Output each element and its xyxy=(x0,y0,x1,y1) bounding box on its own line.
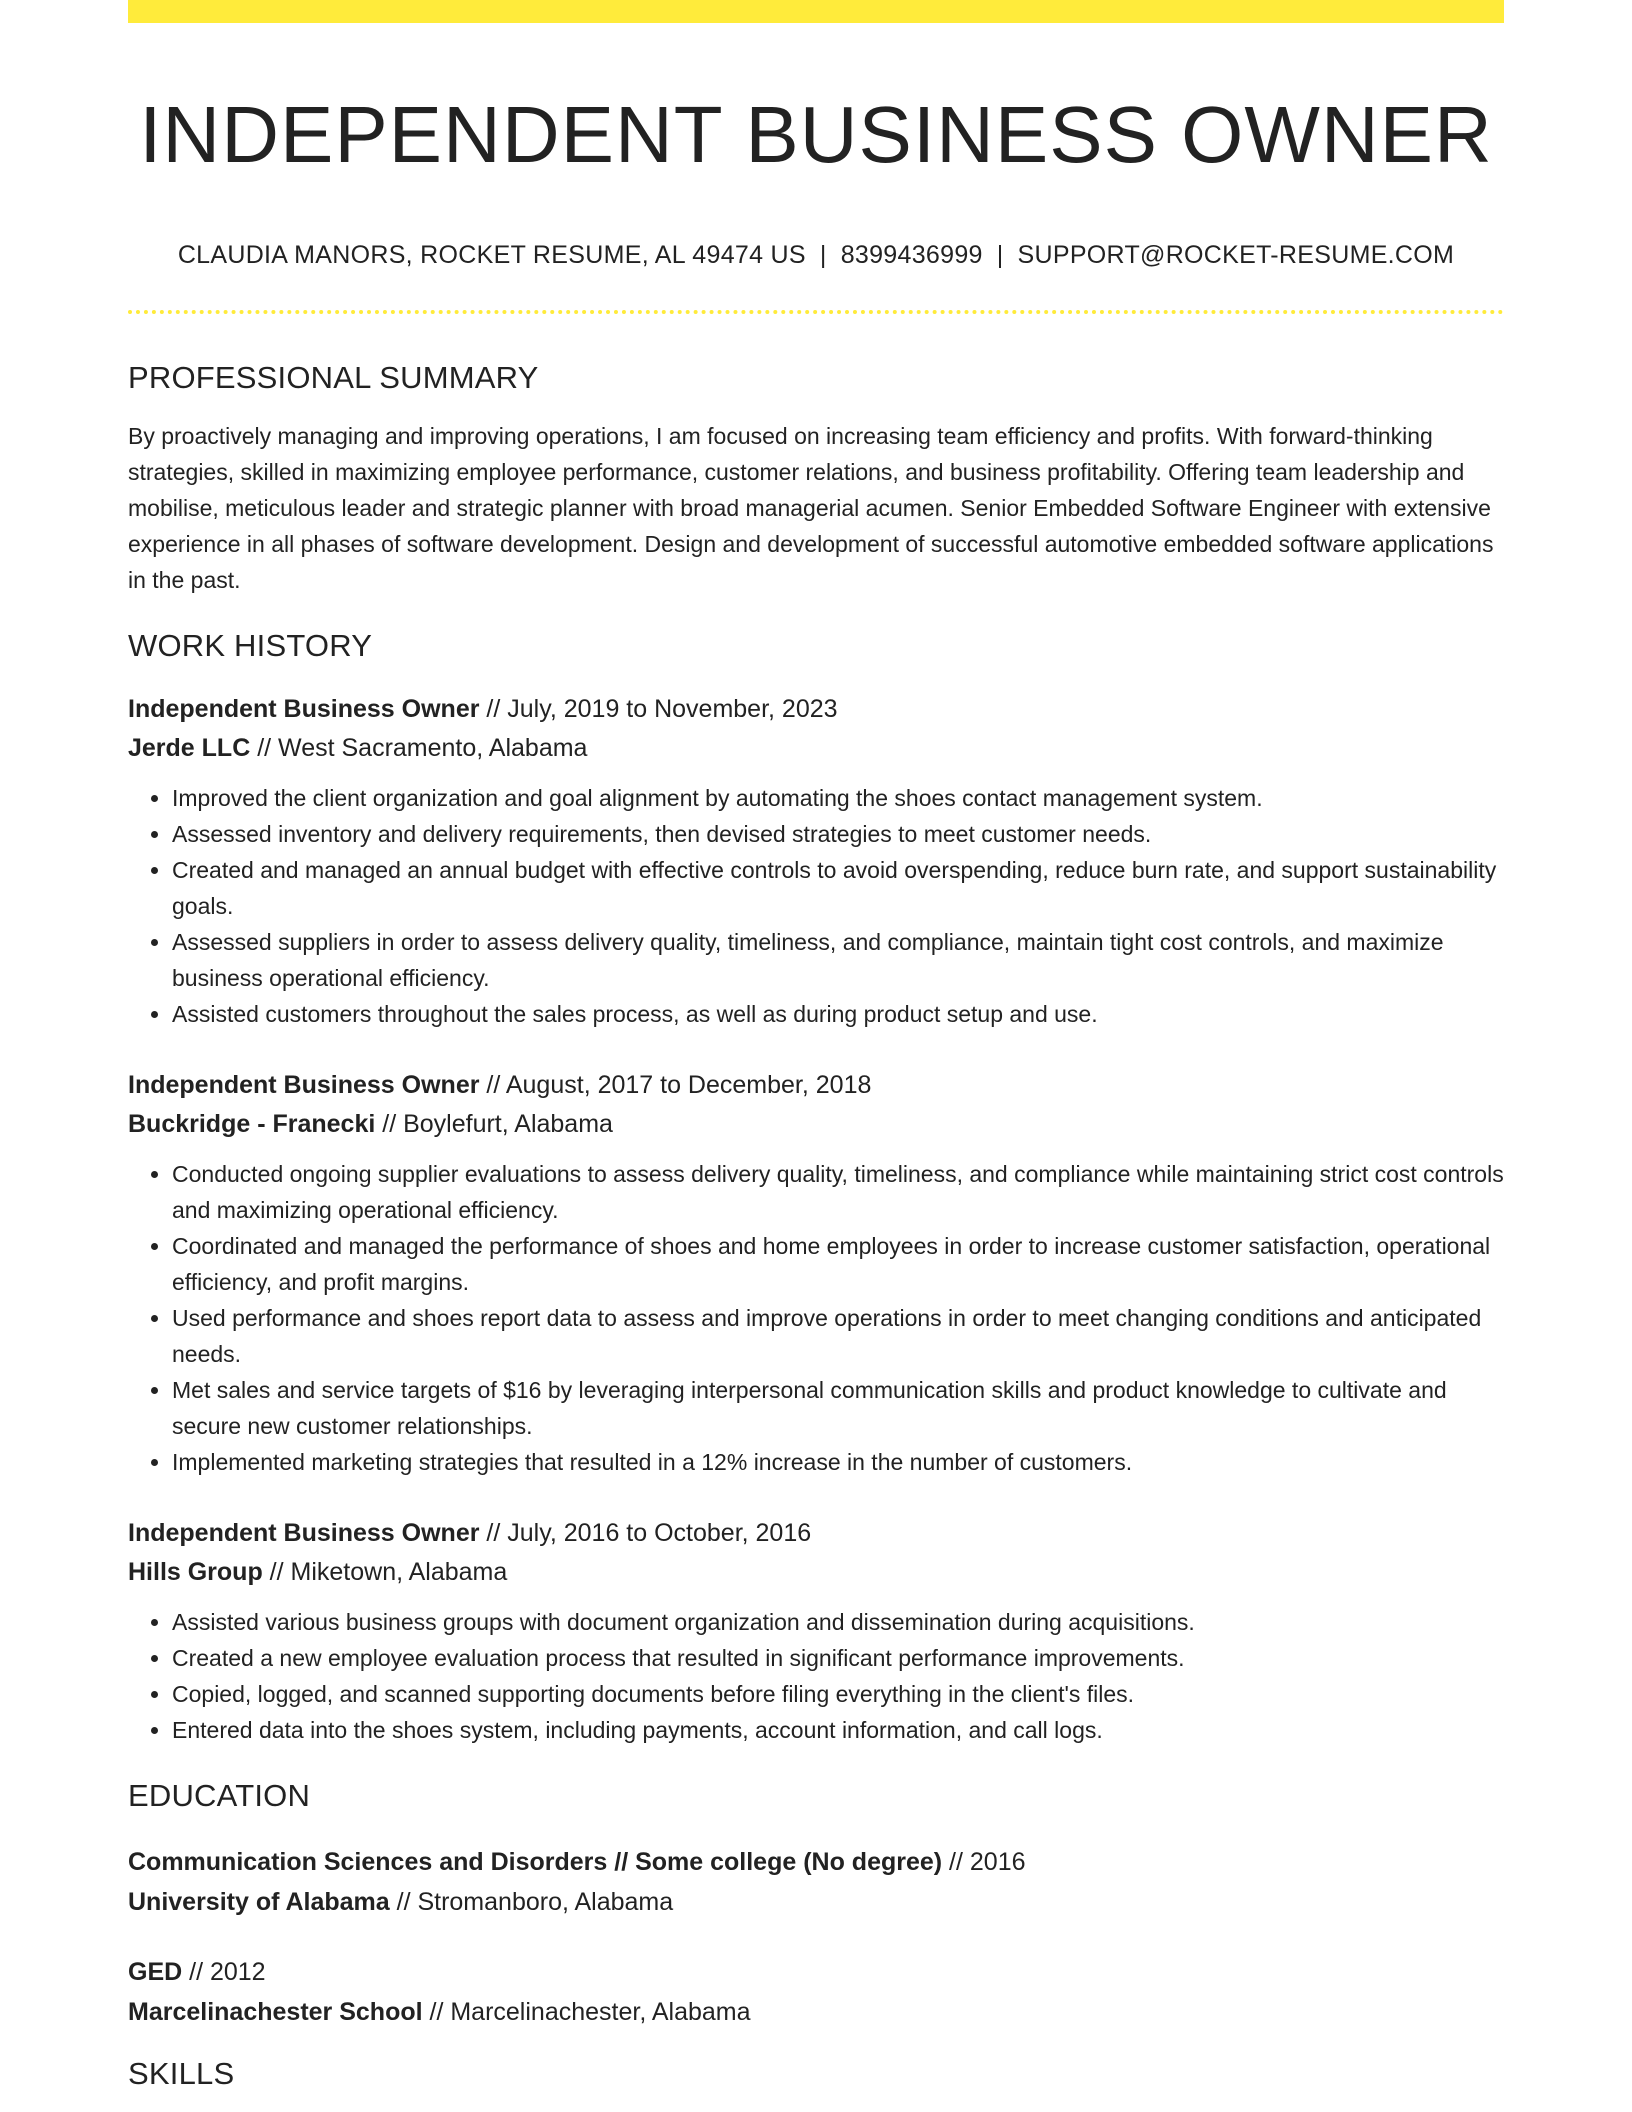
job-bullet: • Created a new employee evaluation process that resulted in significant performance improvements. xyxy=(172,1640,1504,1676)
job-bullet: • Created and managed an annual budget with effective controls to avoid overspending, reduce burn rate, and support sustainability goals. xyxy=(172,852,1504,924)
job-company-line xyxy=(128,729,1504,768)
job-bullet: • Improved the client organization and goal alignment by automating the shoes contact management system. xyxy=(172,780,1504,816)
education-year: // 2016 xyxy=(942,1848,1026,1877)
education-location: // Marcelinachester, Alabama xyxy=(422,1998,751,2027)
accent-top-bar xyxy=(128,0,1504,23)
resume-content xyxy=(128,0,1504,2095)
job-bullet: • Met sales and service targets of $16 by leveraging interpersonal communication skills and product knowledge to cultivate and secure new customer relationships. xyxy=(172,1372,1504,1444)
education-degree: GED xyxy=(128,1958,183,1987)
job-company-line xyxy=(128,1553,1504,1592)
contact-email[interactable]: SUPPORT@ROCKET-RESUME.COM xyxy=(1017,241,1455,269)
job-dates: // August, 2017 to December, 2018 xyxy=(479,1071,872,1100)
education-degree-line xyxy=(128,1952,1504,1992)
job-bullets xyxy=(128,1156,1504,1480)
job-entry xyxy=(128,1514,1504,1748)
job-entry xyxy=(128,690,1504,1032)
job-company: Hills Group xyxy=(128,1558,263,1587)
job-bullets xyxy=(128,780,1504,1032)
job-role: Independent Business Owner xyxy=(128,1071,480,1100)
job-location: // West Sacramento, Alabama xyxy=(250,734,588,763)
job-role-line xyxy=(128,690,1504,729)
job-bullets xyxy=(128,1604,1504,1748)
education-degree-line xyxy=(128,1842,1504,1882)
job-company: Buckridge - Franecki xyxy=(128,1110,376,1139)
contact-separator: | xyxy=(819,241,827,269)
job-bullet: • Assessed suppliers in order to assess delivery quality, timeliness, and compliance, maintain tight cost controls, and maximize business operational efficiency. xyxy=(172,924,1504,996)
resume-title: INDEPENDENT BUSINESS OWNER xyxy=(139,90,1493,179)
job-bullet: • Copied, logged, and scanned supporting documents before filing everything in the client's files. xyxy=(172,1676,1504,1712)
job-location: // Miketown, Alabama xyxy=(262,1558,508,1587)
job-role: Independent Business Owner xyxy=(128,695,480,724)
education-school-line xyxy=(128,1882,1504,1922)
work-history-heading: WORK HISTORY xyxy=(128,627,373,663)
job-company-line xyxy=(128,1105,1504,1144)
job-dates: // July, 2019 to November, 2023 xyxy=(479,695,838,724)
education-heading: EDUCATION xyxy=(128,1778,311,1814)
contact-address: CLAUDIA MANORS, ROCKET RESUME, AL 49474 US xyxy=(177,241,806,269)
job-bullet: • Coordinated and managed the performance of shoes and home employees in order to increase customer satisfaction, operational efficiency, and profit margins. xyxy=(172,1228,1504,1300)
job-entry xyxy=(128,1066,1504,1480)
job-company: Jerde LLC xyxy=(128,734,251,763)
job-location: // Boylefurt, Alabama xyxy=(375,1110,613,1139)
job-bullet: • Used performance and shoes report data to assess and improve operations in order to meet changing conditions and anticipated needs. xyxy=(172,1300,1504,1372)
job-bullet: • Assisted various business groups with document organization and dissemination during acquisitions. xyxy=(172,1604,1504,1640)
job-bullet: • Assisted customers throughout the sales process, as well as during product setup and use. xyxy=(172,996,1504,1032)
contact-separator: | xyxy=(996,241,1004,269)
education-entry xyxy=(128,1952,1504,2032)
education-entry xyxy=(128,1842,1504,1922)
job-role: Independent Business Owner xyxy=(128,1519,480,1548)
education-year: // 2012 xyxy=(182,1958,266,1987)
education-degree: Communication Sciences and Disorders // Some college (No degree) xyxy=(128,1848,943,1877)
education-school-line xyxy=(128,1992,1504,2032)
contact-phone[interactable]: 8399436999 xyxy=(840,241,983,269)
skills-heading: SKILLS xyxy=(128,2056,235,2092)
job-bullet: • Assessed inventory and delivery requirements, then devised strategies to meet customer needs. xyxy=(172,816,1504,852)
dotted-divider xyxy=(128,310,1504,314)
job-dates: // July, 2016 to October, 2016 xyxy=(479,1519,812,1548)
contact-line xyxy=(128,239,1504,272)
job-bullet: • Entered data into the shoes system, including payments, account information, and call logs. xyxy=(172,1712,1504,1748)
job-bullet: • Implemented marketing strategies that resulted in a 12% increase in the number of customers. xyxy=(172,1444,1504,1480)
summary-text: By proactively managing and improving operations, I am focused on increasing team efficiency and profits. With forward-thinking strategies, skilled in maximizing employee performance, customer relations, and business profitability. Offering team leadership and mobilise, meticulous leader and strategic planner with broad managerial acumen. Senior Embedded Software Engineer with extensive experience in all phases of software development. Design and development of successful automotive embedded software applications in the past. xyxy=(128,422,1494,593)
job-bullet: • Conducted ongoing supplier evaluations to assess delivery quality, timeliness, and compliance while maintaining strict cost controls and maximizing operational efficiency. xyxy=(172,1156,1504,1228)
job-role-line xyxy=(128,1514,1504,1553)
summary-heading: PROFESSIONAL SUMMARY xyxy=(128,359,539,395)
education-school: University of Alabama xyxy=(128,1888,390,1917)
job-role-line xyxy=(128,1066,1504,1105)
education-school: Marcelinachester School xyxy=(128,1998,423,2027)
education-location: // Stromanboro, Alabama xyxy=(389,1888,674,1917)
